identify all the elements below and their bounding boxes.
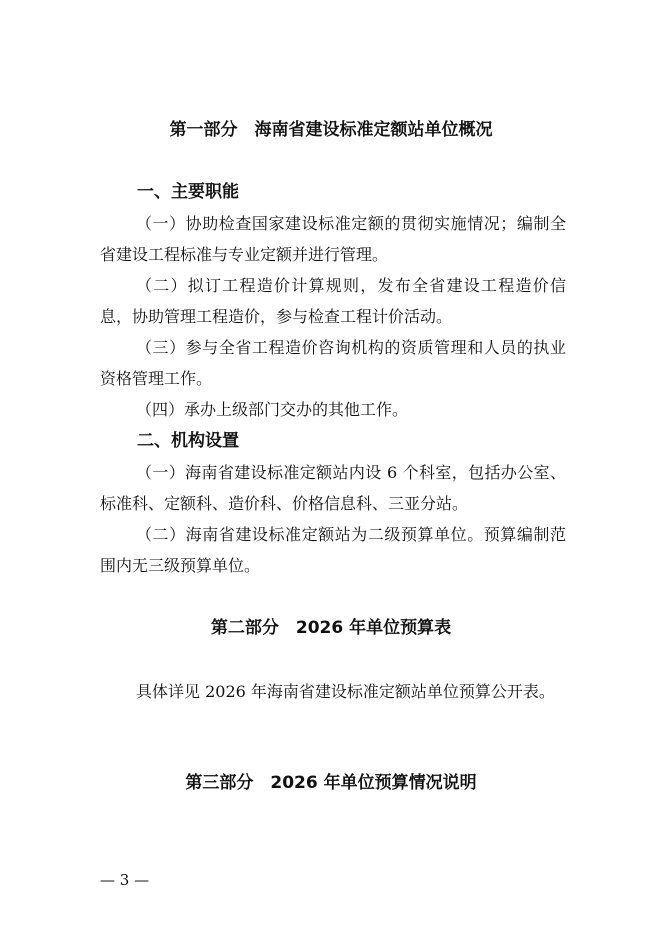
part3-heading: 第三部分 2026 年单位预算情况说明 bbox=[185, 773, 477, 793]
part2-heading: 第二部分 2026 年单位预算表 bbox=[210, 618, 452, 638]
paragraph-budget-table: 具体详见 2026 年海南省建设标准定额站单位预算公开表。 bbox=[136, 682, 555, 701]
paragraph-org-1: （一）海南省建设标准定额站内设 6 个科室，包括办公室、标准科、定额科、造价科、价格信息科、三亚分站。 bbox=[100, 463, 566, 513]
paragraph-org-2: （二）海南省建设标准定额站为二级预算单位。预算编制范围内无三级预算单位。 bbox=[100, 525, 566, 575]
section-title-organization: 二、机构设置 bbox=[137, 431, 239, 451]
paragraph-function-4: （四）承办上级部门交办的其他工作。 bbox=[136, 400, 409, 419]
part1-heading: 第一部分 海南省建设标准定额站单位概况 bbox=[169, 120, 493, 140]
page-number: — 3 — bbox=[100, 871, 150, 889]
paragraph-function-1: （一）协助检查国家建设标准定额的贯彻实施情况；编制全省建设工程标准与专业定额并进行管理。 bbox=[100, 214, 566, 264]
paragraph-function-2: （二）拟订工程造价计算规则，发布全省建设工程造价信息，协助管理工程造价，参与检查工程计价活动。 bbox=[100, 276, 566, 326]
section-title-main-functions: 一、主要职能 bbox=[137, 182, 239, 202]
paragraph-function-3: （三）参与全省工程造价咨询机构的资质管理和人员的执业资格管理工作。 bbox=[100, 338, 566, 388]
